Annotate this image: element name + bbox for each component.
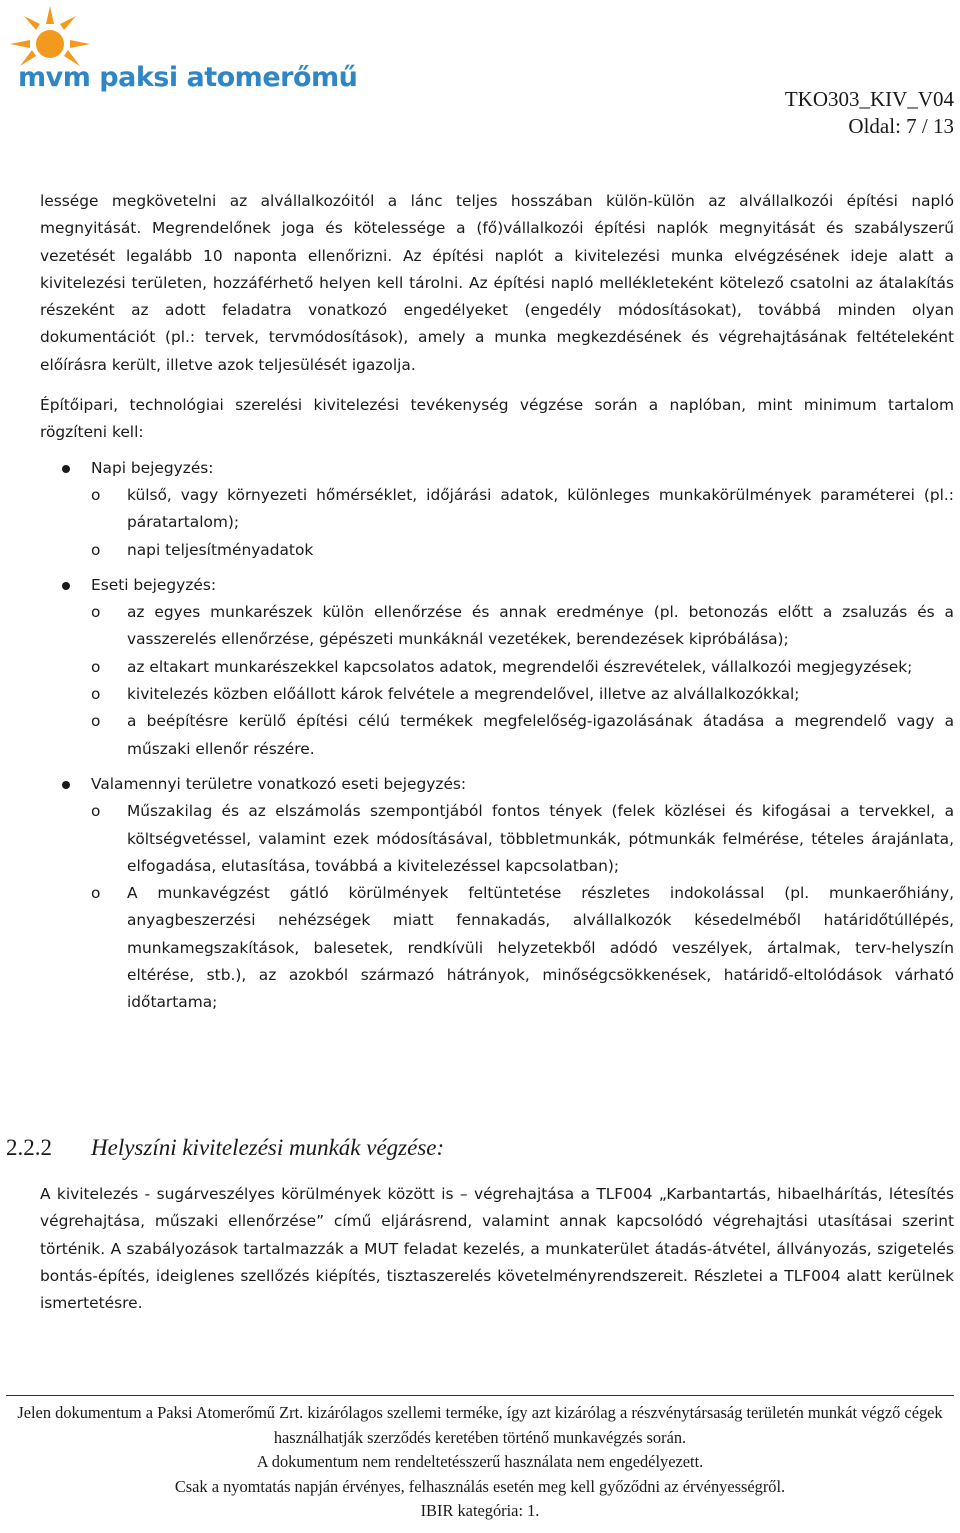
- list-item: o külső, vagy környezeti hőmérséklet, időjárási adatok, különleges munkakörülmények paraméterei (pl.: páratartalom);: [40, 482, 954, 537]
- bullet-item-eseti: [40, 572, 954, 763]
- circle-marker-icon: o: [91, 603, 101, 622]
- circle-marker-icon: o: [91, 685, 101, 704]
- sub-list: [91, 599, 954, 763]
- footer-divider: [6, 1395, 954, 1396]
- circle-marker-icon: o: [91, 485, 101, 504]
- footer-notice-2: A dokumentum nem rendeltetésszerű használata nem engedélyezett.: [256, 1452, 704, 1471]
- circle-marker-icon: o: [91, 540, 101, 559]
- bullet-label: Napi bejegyzés:: [91, 458, 214, 477]
- list-item: o A munkavégzést gátló körülmények feltüntetése részletes indokolással (pl. munkaerőhiány, anyagbeszerzési nehézségek miatt fennakadás, alvállalkozók késedelméből határidőtúllépés, munkamegszakítások, balesetek, rendkívüli helyzetekből adódó veszélyek, ártalmak, terv-helyszín eltérése, stb.), az azokból származó hátrányok, minőségcsökkenések, határidő-eltolódások várható időtartama;: [40, 880, 954, 1016]
- list-item: o a beépítésre kerülő építési célú termékek megfelelőség-igazolásának átadása a megrendelő vagy a műszaki ellenőr részére.: [40, 708, 954, 763]
- paragraph-1: lessége megkövetelni az alvállalkozóitól a lánc teljes hosszában külön-külön az alvállalkozói építési napló megnyitását. Megrendelőnek joga és kötelessége a (fő)vállalkozói építési naplók megnyitását és szabályszerű vezetését legalább 10 naponta ellenőrizni. Az építési naplót a kivitelezési munka elvégzésének ideje alatt a kivitelezési területen, hozzáférhető helyen kell tárolni. Az építési napló mellékleteként kötelező csatolni az átalakítás részeként az adott feladatra vonatkozó engedélyeket (engedély módosításokat), továbbá minden olyan dokumentációt (pl.: tervek, tervmódosítások), amely a munka megkezdésének és végrehajtásának feltételeként előírásra került, illetve azok teljesülését igazolja.: [40, 192, 954, 374]
- bullet-item-valamennyi: [40, 771, 954, 1017]
- section-heading: [6, 1135, 444, 1161]
- page-number: Oldal: 7 / 13: [848, 114, 954, 138]
- circle-marker-icon: o: [91, 802, 101, 821]
- sub-list: [91, 482, 954, 564]
- list-item: o az egyes munkarészek külön ellenőrzése és annak eredménye (pl. betonozás előtt a zsaluzás és a vasszerelés ellenőrzése, gépészeti munkáknál vezetékek, berendezések kipróbálása);: [40, 599, 954, 654]
- document-id-block: [785, 86, 954, 140]
- footer-category: IBIR kategória: 1.: [420, 1501, 540, 1520]
- section-paragraph: A kivitelezés - sugárveszélyes körülmények között is – végrehajtása a TLF004 „Karbantartás, hibaelhárítás, létesítés végrehajtása, műszaki ellenőrzése” című eljárásrend, valamint annak kapcsolódó végrehajtási utasításai szerint történik. A szabályozások tartalmazzák a MUT feladat kezelés, a munkaterület átadás-átvétel, állványozás, szigetelés bontás-építés, ideiglenes szellőzés kiépítés, tisztaszerelés követelményrendszereit. Részletei a TLF004 alatt kerülnek ismertetésre.: [40, 1185, 954, 1313]
- bullet-icon: [62, 781, 70, 789]
- bullet-item-napi: [40, 455, 954, 564]
- list-item: o napi teljesítményadatok: [40, 537, 954, 564]
- sub-list: [91, 798, 954, 1016]
- main-content: [40, 188, 954, 1017]
- logo-mvm: mvm: [18, 62, 91, 93]
- logo-company-name: paksi atomerőmű: [99, 62, 358, 93]
- circle-marker-icon: o: [91, 712, 101, 731]
- logo-wordmark: [18, 62, 357, 93]
- bullet-icon: [62, 582, 70, 590]
- footer-notice-1: Jelen dokumentum a Paksi Atomerőmű Zrt. kizárólagos szellemi terméke, így azt kizárólag a részvénytársaság területén munkát végző cégek használhatják szerződés keretében történő munkavégzés során.: [17, 1403, 943, 1447]
- bullet-icon: [62, 465, 70, 473]
- bullet-label: Eseti bejegyzés:: [91, 575, 217, 594]
- page-header: [0, 0, 960, 150]
- company-logo: [6, 4, 366, 104]
- document-code: TKO303_KIV_V04: [784, 87, 954, 111]
- circle-marker-icon: o: [91, 657, 101, 676]
- list-item: o az eltakart munkarészekkel kapcsolatos adatok, megrendelői észrevételek, vállalkozói megjegyzések;: [40, 654, 954, 681]
- section-number: 2.2.2: [6, 1135, 52, 1160]
- circle-marker-icon: o: [91, 884, 101, 903]
- page-footer: [6, 1401, 954, 1524]
- bullet-label: Valamennyi területre vonatkozó eseti bejegyzés:: [91, 774, 467, 793]
- list-item: o Műszakilag és az elszámolás szempontjából fontos tények (felek közlései és kifogásai a tervekkel, a költségvetéssel, valamint ezek módosításával, többletmunkák, pótmunkák felmérése, tételes árajánlata, elfogadása, elutasítása, továbbá a kivitelezéssel kapcsolatban);: [40, 798, 954, 880]
- list-item: o kivitelezés közben előállott károk felvétele a megrendelővel, illetve az alvállalkozókkal;: [40, 681, 954, 708]
- footer-notice-3: Csak a nyomtatás napján érvényes, felhasználás esetén meg kell győződni az érvényességről.: [174, 1476, 786, 1496]
- paragraph-2: Építőipari, technológiai szerelési kivitelezési tevékenység végzése során a naplóban, mint minimum tartalom rögzíteni kell:: [40, 396, 954, 442]
- section-title: Helyszíni kivitelezési munkák végzése:: [91, 1135, 445, 1160]
